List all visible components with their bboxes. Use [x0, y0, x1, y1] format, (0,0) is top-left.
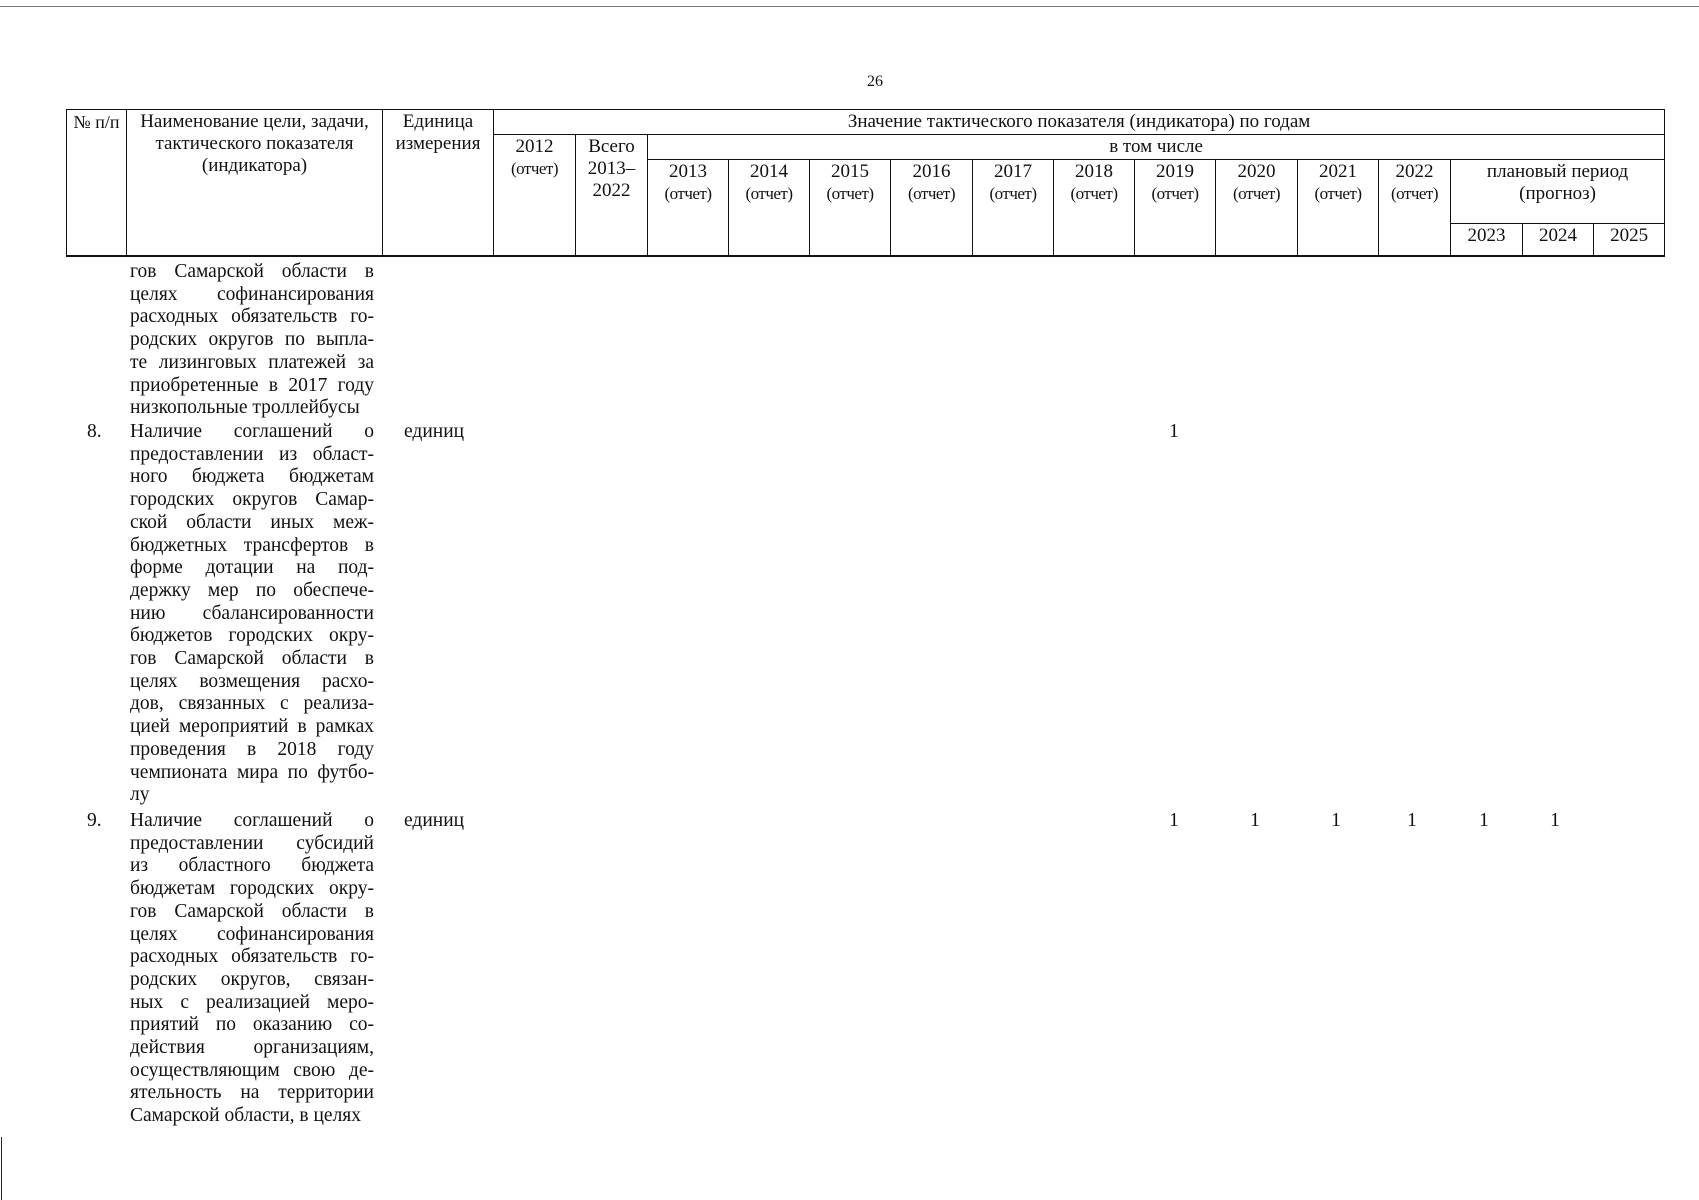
- header-plan-period: плановый период (прогноз): [1451, 160, 1665, 224]
- header-year-2023: 2023: [1451, 224, 1523, 256]
- scan-margin-mark: [1, 1137, 2, 1200]
- header-year-2024: 2024: [1523, 224, 1594, 256]
- header-year-2021: 2021 (отчет): [1298, 160, 1379, 256]
- row-8-number: 8.: [87, 421, 102, 442]
- header-total: Всего 2013–2022: [576, 135, 648, 256]
- row-9-name: Наличие соглашений о предоставлении субсидий из областного бюджета бюджетам городских окру- гов Самарской области в целях софинансирования расходных обязательств го- родских округов, связан- ных с реализацией меро- приятий по оказанию со- действия организациям, осуществляющим свою де- ятельность на территории Самарской области, в целях: [130, 810, 374, 1127]
- row-9-value-2023: 1: [1479, 810, 1489, 831]
- header-year-2019: 2019 (отчет): [1135, 160, 1216, 256]
- row-8-name: Наличие соглашений о предоставлении из област- ного бюджета бюджетам городских округов Самар- ской области иных меж- бюджетных трансфертов в форме дотации на под- держку мер по обеспече- нию сбалансированности бюджетов городских окру- гов Самарской области в целях возмещения расхо- дов, связанных с реализа- цией мероприятий в рамках проведения в 2018 году чемпионата мира по футбо- лу: [130, 421, 374, 806]
- header-including: в том числе: [648, 135, 1665, 160]
- header-year-2016: 2016 (отчет): [891, 160, 973, 256]
- row-9-value-2019: 1: [1169, 810, 1179, 831]
- row-continued-name: гов Самарской области в целях софинансирования расходных обязательств го- родских округов по выпла- те лизинговых платежей за приобретенные в 2017 году низкопольные троллейбусы: [130, 261, 374, 419]
- header-year-2013: 2013 (отчет): [648, 160, 729, 256]
- header-number: № п/п: [67, 110, 127, 256]
- header-year-2012: 2012 (отчет): [494, 135, 576, 256]
- row-9-value-2021: 1: [1331, 810, 1341, 831]
- header-year-2025: 2025: [1594, 224, 1665, 256]
- row-8-unit: единиц: [404, 421, 465, 442]
- header-year-2022: 2022 (отчет): [1379, 160, 1451, 256]
- header-year-2018: 2018 (отчет): [1054, 160, 1135, 256]
- page-number: 26: [867, 73, 883, 90]
- header-year-2014: 2014 (отчет): [729, 160, 810, 256]
- header-name: Наименование цели, задачи, тактического показателя (индикатора): [127, 110, 383, 256]
- header-values-title: Значение тактического показателя (индикатора) по годам: [494, 110, 1665, 135]
- row-9-value-2022: 1: [1407, 810, 1417, 831]
- row-9-value-2020: 1: [1250, 810, 1260, 831]
- header-unit: Единица измерения: [383, 110, 494, 256]
- row-9-value-2024: 1: [1550, 810, 1560, 831]
- row-8-value-2019: 1: [1169, 421, 1179, 442]
- header-year-2017: 2017 (отчет): [973, 160, 1054, 256]
- row-9-number: 9.: [87, 810, 102, 831]
- header-year-2020: 2020 (отчет): [1216, 160, 1298, 256]
- row-9-unit: единиц: [404, 810, 465, 831]
- header-year-2015: 2015 (отчет): [810, 160, 891, 256]
